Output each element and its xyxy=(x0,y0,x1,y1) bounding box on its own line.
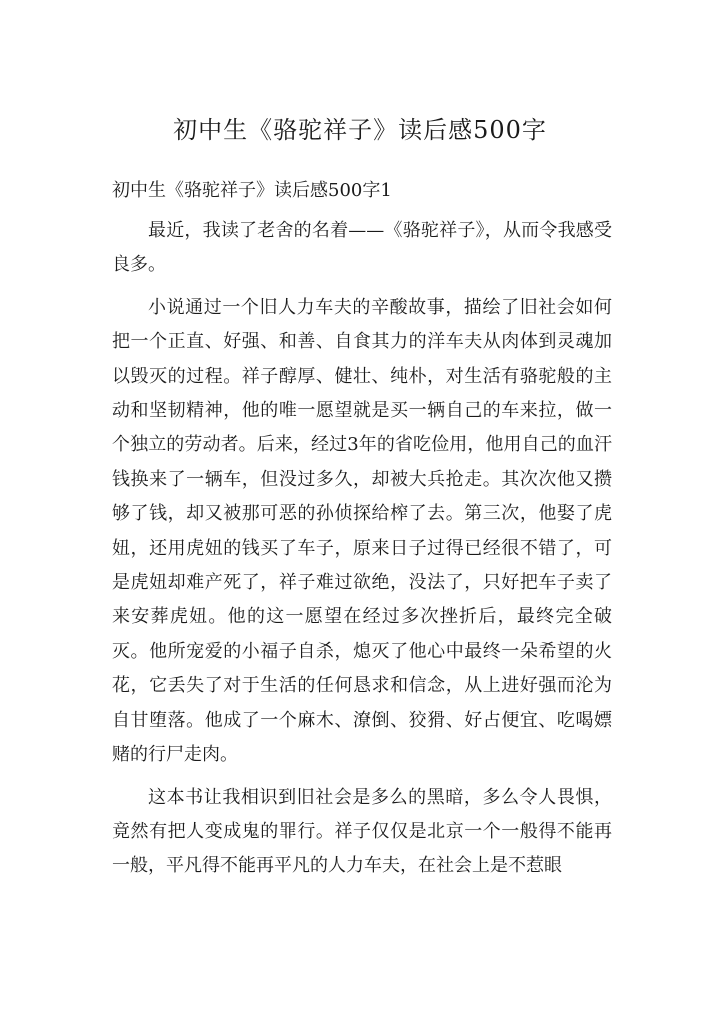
body-text xyxy=(112,214,612,892)
paragraph-2: 小说通过一个旧人力车夫的辛酸故事，描绘了旧社会如何把一个正直、好强、和善、自食其力的洋车夫从肉体到灵魂加以毁灭的过程。祥子醇厚、健壮、纯朴，对生活有骆驼般的主动和坚韧精神，他的唯一愿望就是买一辆自己的车来拉，做一个独立的劳动者。后来，经过3年的省吃俭用，他用自己的血汗钱换来了一辆车，但没过多久，却被大兵抢走。其次次他又攒够了钱，却又被那可恶的孙侦探给榨了去。第三次，他娶了虎妞，还用虎妞的钱买了车子，原来日子过得已经很不错了，可是虎妞却难产死了，祥子难过欲绝，没法了，只好把车子卖了来安葬虎妞。他的这一愿望在经过多次挫折后，最终完全破灭。他所宠爱的小福子自杀，熄灭了他心中最终一朵希望的火花，它丢失了对于生活的任何恳求和信念，从上进好强而沦为自甘堕落。他成了一个麻木、潦倒、狡猾、好占便宜、吃喝嫖赌的行尸走肉。 xyxy=(112,296,612,766)
section-heading: 初中生《骆驼祥子》读后感500字1 xyxy=(112,180,392,201)
document-title: 初中生《骆驼祥子》读后感500字 xyxy=(173,116,547,144)
paragraph-3: 这本书让我相识到旧社会是多么的黑暗，多么令人畏惧，竟然有把人变成鬼的罪行。祥子仅仅是北京一个一般得不能再一般，平凡得不能再平凡的人力车夫，在社会上是不惹眼 xyxy=(112,786,612,877)
paragraph-1: 最近，我读了老舍的名着——《骆驼祥子》，从而令我感受良多。 xyxy=(112,220,612,276)
